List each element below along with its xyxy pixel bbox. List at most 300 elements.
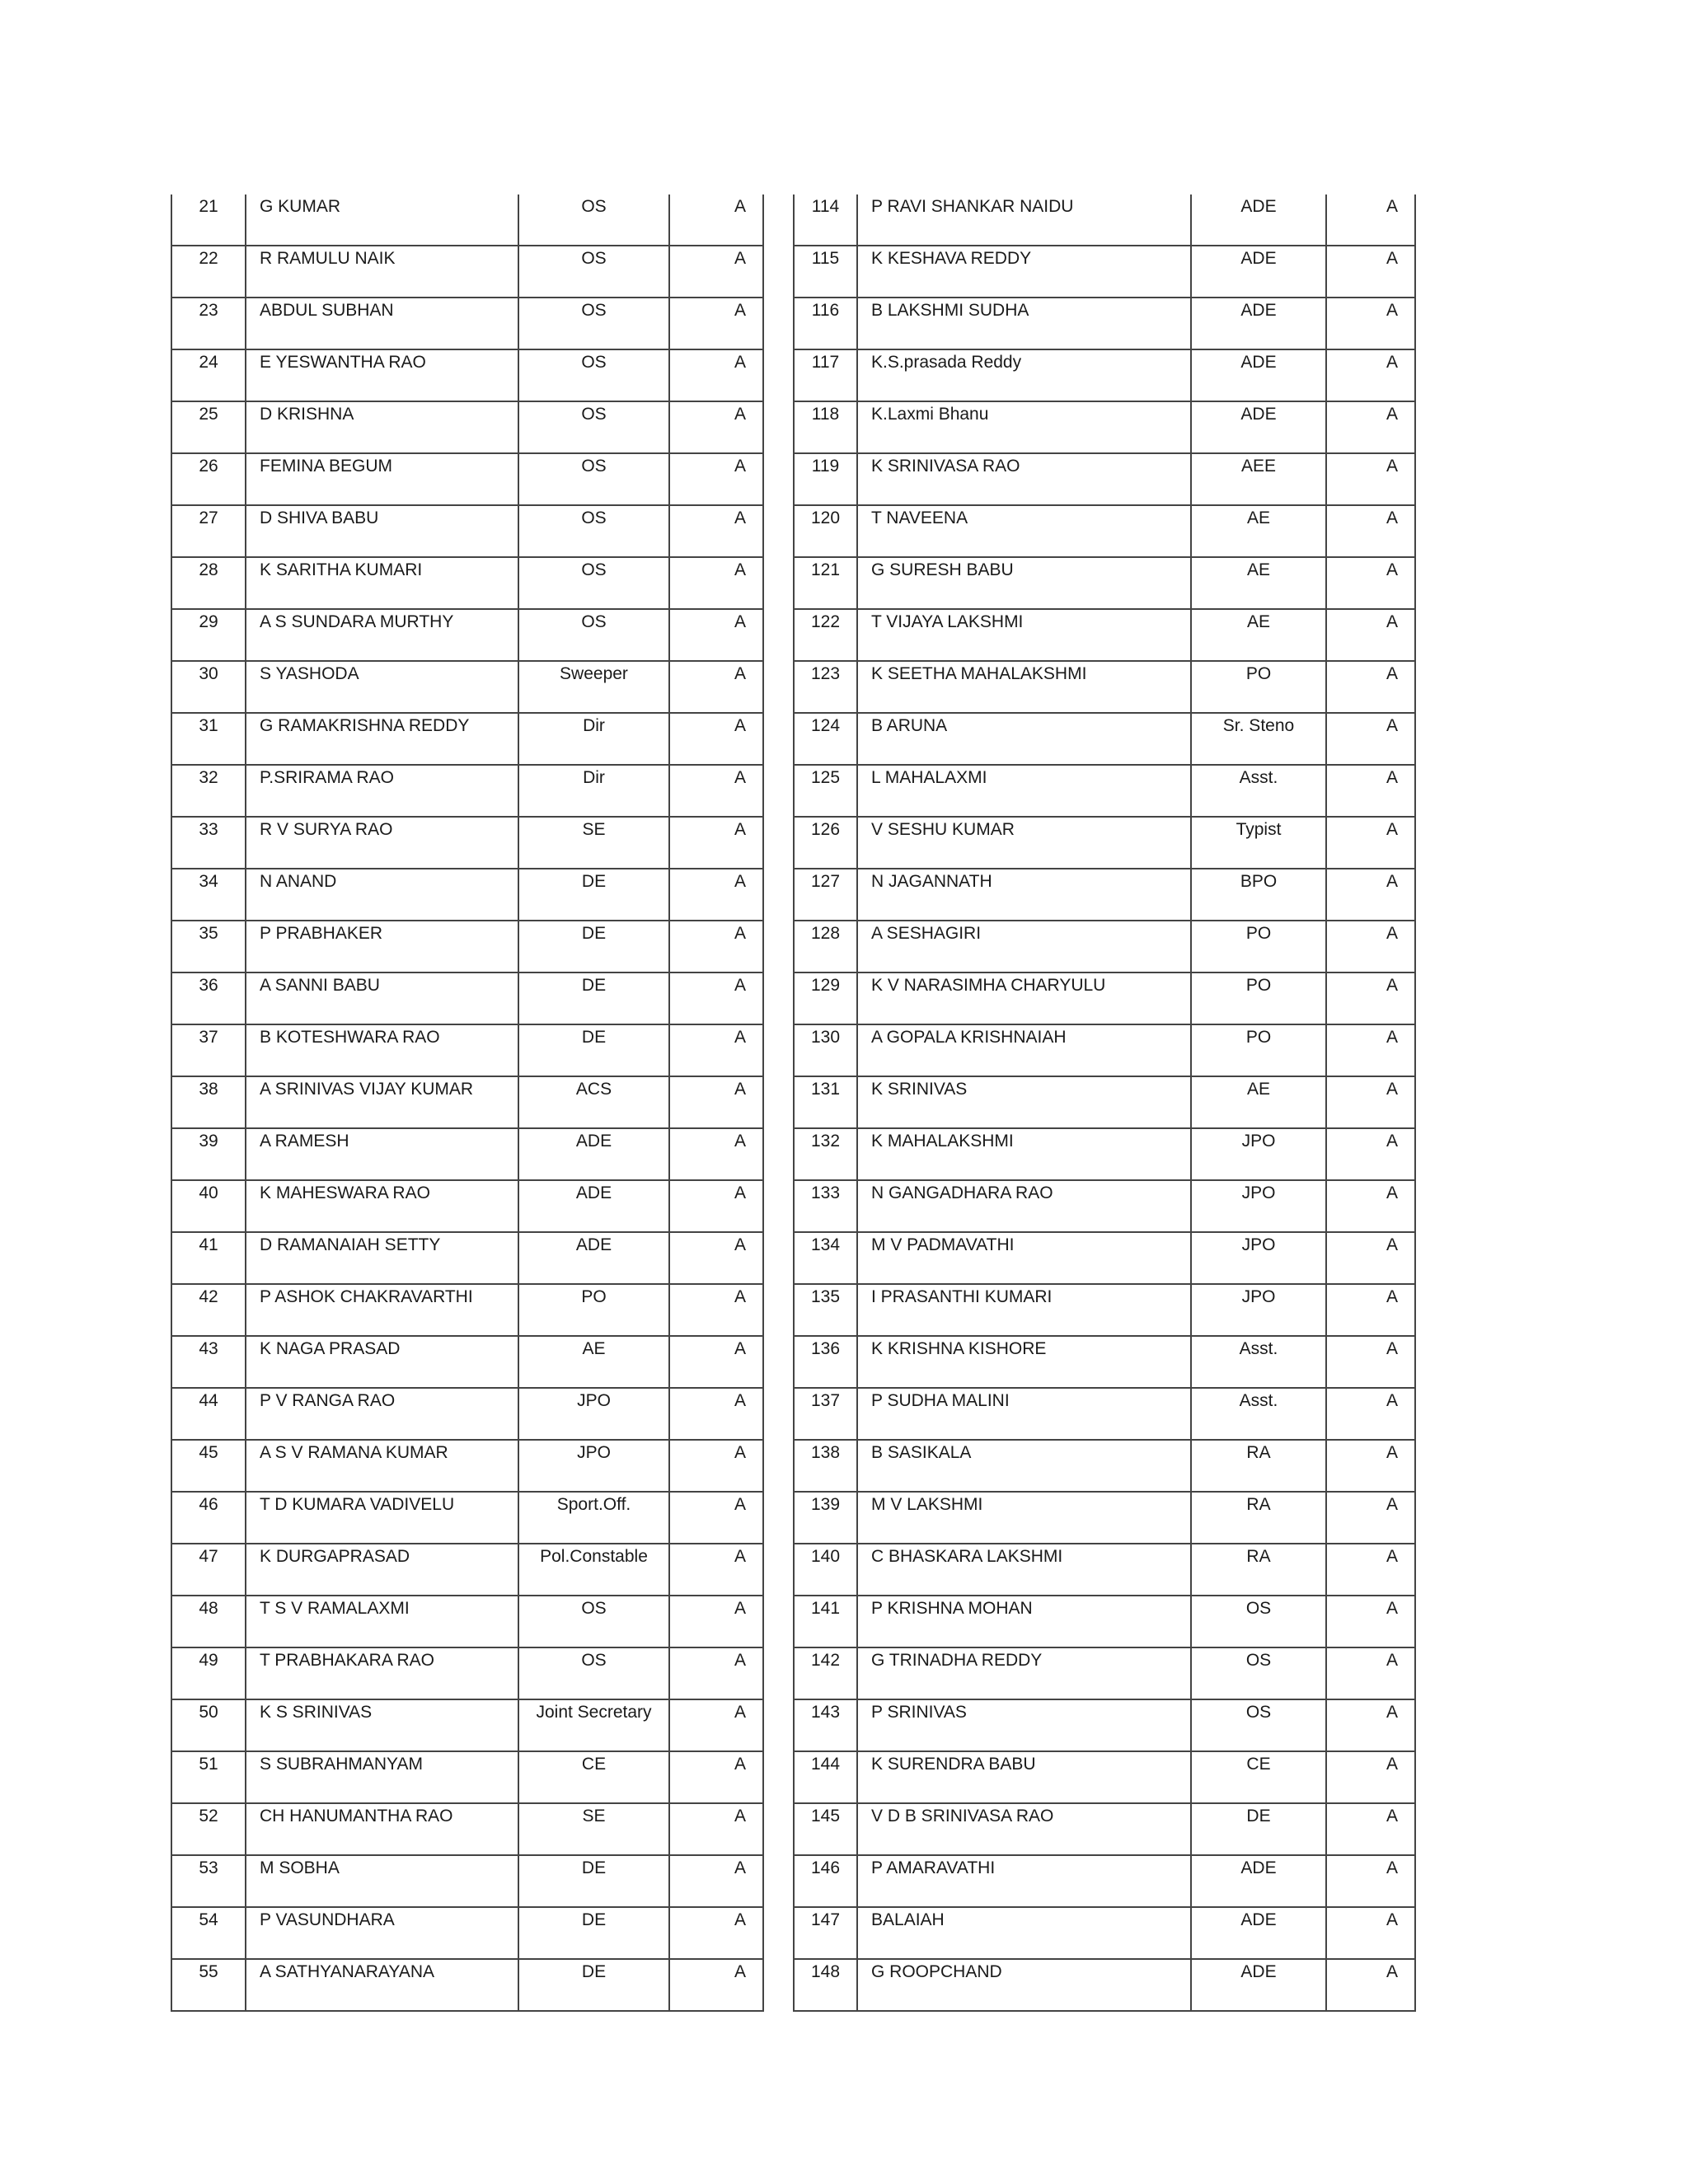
serial-number-text: 39 bbox=[199, 1132, 218, 1151]
status-cell bbox=[1326, 1024, 1415, 1076]
status-cell bbox=[669, 1180, 763, 1232]
status-text: A bbox=[734, 509, 746, 527]
status-text: A bbox=[1386, 1858, 1398, 1877]
designation-cell bbox=[1191, 1544, 1326, 1596]
status-cell bbox=[669, 1803, 763, 1855]
status-text: A bbox=[1386, 1651, 1398, 1670]
serial-number-cell bbox=[171, 1855, 246, 1907]
serial-number-text: 124 bbox=[810, 716, 841, 735]
designation-cell bbox=[518, 972, 669, 1024]
designation-cell bbox=[1191, 246, 1326, 298]
status-text: A bbox=[1386, 1599, 1398, 1618]
employee-name-text: B ARUNA bbox=[871, 716, 948, 735]
table-row bbox=[171, 817, 763, 869]
employee-name-text: S SUBRAHMANYAM bbox=[260, 1755, 423, 1774]
designation-text: DE bbox=[581, 976, 607, 995]
employee-name-cell bbox=[857, 349, 1191, 401]
designation-text: ADE bbox=[575, 1183, 612, 1202]
table-row bbox=[171, 1232, 763, 1284]
status-cell bbox=[1326, 869, 1415, 921]
serial-number-cell bbox=[171, 713, 246, 765]
employee-name-cell bbox=[246, 921, 518, 972]
serial-number-text: 120 bbox=[810, 509, 841, 527]
employee-name-text: E YESWANTHA RAO bbox=[260, 353, 426, 372]
table-row bbox=[794, 1596, 1415, 1647]
serial-number-cell bbox=[794, 1336, 857, 1388]
status-text: A bbox=[734, 405, 746, 424]
table-row bbox=[794, 972, 1415, 1024]
employee-name-text: K.Laxmi Bhanu bbox=[871, 405, 989, 424]
serial-number-text: 147 bbox=[810, 1910, 841, 1929]
employee-name-text: B LAKSHMI SUDHA bbox=[871, 301, 1029, 320]
employee-name-cell bbox=[246, 1076, 518, 1128]
serial-number-cell bbox=[171, 1647, 246, 1699]
status-text: A bbox=[734, 197, 746, 216]
employee-name-text: B SASIKALA bbox=[871, 1443, 972, 1462]
employee-name-cell bbox=[857, 505, 1191, 557]
serial-number-text: 36 bbox=[199, 976, 218, 995]
designation-text: RA bbox=[1246, 1443, 1271, 1462]
designation-text: OS bbox=[581, 301, 607, 320]
table-row bbox=[171, 1959, 763, 2011]
designation-text: DE bbox=[1246, 1807, 1271, 1825]
serial-number-text: 50 bbox=[199, 1703, 218, 1722]
status-text: A bbox=[734, 1962, 746, 1981]
status-cell bbox=[669, 1855, 763, 1907]
designation-cell bbox=[1191, 921, 1326, 972]
table-row bbox=[171, 1596, 763, 1647]
serial-number-cell bbox=[171, 1128, 246, 1180]
designation-cell bbox=[518, 1024, 669, 1076]
serial-number-text: 30 bbox=[199, 664, 218, 683]
designation-text: Asst. bbox=[1239, 1391, 1278, 1410]
designation-text: ADE bbox=[1240, 1858, 1277, 1877]
employee-name-cell bbox=[857, 1855, 1191, 1907]
status-text: A bbox=[734, 1339, 746, 1358]
employee-name-cell bbox=[857, 1544, 1191, 1596]
employee-name-text: S YASHODA bbox=[260, 664, 359, 683]
serial-number-cell bbox=[794, 972, 857, 1024]
status-cell bbox=[669, 1440, 763, 1492]
employee-name-text: N GANGADHARA RAO bbox=[871, 1183, 1053, 1202]
serial-number-cell bbox=[171, 1907, 246, 1959]
designation-cell bbox=[1191, 505, 1326, 557]
employee-name-cell bbox=[857, 1596, 1191, 1647]
employee-name-cell bbox=[246, 713, 518, 765]
designation-text: JPO bbox=[1241, 1132, 1276, 1151]
serial-number-text: 128 bbox=[810, 924, 841, 943]
designation-cell bbox=[1191, 1128, 1326, 1180]
serial-number-text: 35 bbox=[199, 924, 218, 943]
employee-name-text: M SOBHA bbox=[260, 1858, 340, 1877]
employee-name-text: K MAHALAKSHMI bbox=[871, 1132, 1014, 1151]
status-text: A bbox=[1386, 1962, 1398, 1981]
employee-name-text: D KRISHNA bbox=[260, 405, 354, 424]
employee-name-text: R V SURYA RAO bbox=[260, 820, 393, 839]
status-cell bbox=[669, 765, 763, 817]
employee-name-cell bbox=[246, 557, 518, 609]
status-text: A bbox=[734, 1703, 746, 1722]
serial-number-text: 51 bbox=[199, 1755, 218, 1774]
status-cell bbox=[669, 1336, 763, 1388]
status-cell bbox=[669, 1128, 763, 1180]
status-text: A bbox=[1386, 197, 1398, 216]
designation-text: PO bbox=[581, 1287, 607, 1306]
employee-name-text: FEMINA BEGUM bbox=[260, 457, 393, 476]
status-text: A bbox=[1386, 1755, 1398, 1774]
designation-cell bbox=[518, 246, 669, 298]
designation-text: ADE bbox=[1240, 197, 1277, 216]
status-cell bbox=[669, 1959, 763, 2011]
table-row bbox=[171, 1440, 763, 1492]
designation-text: DE bbox=[581, 924, 607, 943]
designation-cell bbox=[518, 1596, 669, 1647]
designation-text: CE bbox=[581, 1755, 607, 1774]
status-text: A bbox=[1386, 1339, 1398, 1358]
employee-name-cell bbox=[246, 194, 518, 246]
table-row bbox=[794, 1076, 1415, 1128]
serial-number-text: 49 bbox=[199, 1651, 218, 1670]
employee-name-text: A S SUNDARA MURTHY bbox=[260, 612, 454, 631]
serial-number-text: 122 bbox=[810, 612, 841, 631]
employee-name-cell bbox=[246, 1803, 518, 1855]
employee-name-cell bbox=[246, 1907, 518, 1959]
employee-name-cell bbox=[857, 1803, 1191, 1855]
table-row bbox=[794, 1699, 1415, 1751]
serial-number-text: 54 bbox=[199, 1910, 218, 1929]
employee-name-text: D RAMANAIAH SETTY bbox=[260, 1235, 441, 1254]
designation-text: OS bbox=[581, 1651, 607, 1670]
serial-number-cell bbox=[171, 609, 246, 661]
employee-name-text: P PRABHAKER bbox=[260, 924, 382, 943]
employee-name-cell bbox=[246, 1128, 518, 1180]
status-text: A bbox=[734, 1599, 746, 1618]
status-text: A bbox=[1386, 353, 1398, 372]
status-cell bbox=[1326, 817, 1415, 869]
designation-text: JPO bbox=[1241, 1183, 1276, 1202]
employee-name-cell bbox=[857, 661, 1191, 713]
designation-cell bbox=[518, 557, 669, 609]
status-text: A bbox=[734, 664, 746, 683]
table-row bbox=[794, 298, 1415, 349]
table-row bbox=[171, 1751, 763, 1803]
serial-number-cell bbox=[794, 1855, 857, 1907]
designation-cell bbox=[1191, 1803, 1326, 1855]
status-text: A bbox=[1386, 560, 1398, 579]
designation-cell bbox=[518, 1440, 669, 1492]
designation-text: Asst. bbox=[1239, 768, 1278, 787]
status-text: A bbox=[734, 1443, 746, 1462]
table-row bbox=[794, 1128, 1415, 1180]
table-row bbox=[794, 505, 1415, 557]
status-text: A bbox=[734, 1547, 746, 1566]
designation-text: AE bbox=[582, 1339, 606, 1358]
designation-text: RA bbox=[1246, 1547, 1271, 1566]
status-cell bbox=[669, 1907, 763, 1959]
serial-number-text: 123 bbox=[810, 664, 841, 683]
employee-name-text: K KESHAVA REDDY bbox=[871, 249, 1032, 268]
designation-cell bbox=[518, 1128, 669, 1180]
employee-name-cell bbox=[857, 817, 1191, 869]
serial-number-cell bbox=[794, 505, 857, 557]
designation-text: Sr. Steno bbox=[1222, 716, 1295, 735]
serial-number-cell bbox=[794, 1803, 857, 1855]
employee-name-text: G RAMAKRISHNA REDDY bbox=[260, 716, 470, 735]
designation-cell bbox=[518, 1647, 669, 1699]
status-text: A bbox=[1386, 612, 1398, 631]
status-cell bbox=[669, 1492, 763, 1544]
designation-cell bbox=[518, 401, 669, 453]
status-text: A bbox=[734, 924, 746, 943]
serial-number-cell bbox=[171, 1336, 246, 1388]
designation-text: Joint Secretary bbox=[536, 1703, 652, 1722]
status-text: A bbox=[734, 976, 746, 995]
employee-name-text: K MAHESWARA RAO bbox=[260, 1183, 430, 1202]
status-text: A bbox=[734, 1858, 746, 1877]
employee-name-text: T VIJAYA LAKSHMI bbox=[871, 612, 1024, 631]
status-text: A bbox=[1386, 1028, 1398, 1047]
employee-name-cell bbox=[857, 194, 1191, 246]
status-cell bbox=[1326, 661, 1415, 713]
employee-name-cell bbox=[857, 557, 1191, 609]
employee-name-cell bbox=[857, 765, 1191, 817]
table-row bbox=[171, 1076, 763, 1128]
status-text: A bbox=[1386, 924, 1398, 943]
serial-number-text: 131 bbox=[810, 1080, 841, 1099]
serial-number-cell bbox=[794, 246, 857, 298]
employee-name-cell bbox=[857, 1284, 1191, 1336]
designation-cell bbox=[1191, 349, 1326, 401]
status-cell bbox=[1326, 1128, 1415, 1180]
table-row bbox=[794, 609, 1415, 661]
designation-cell bbox=[1191, 661, 1326, 713]
designation-cell bbox=[518, 349, 669, 401]
serial-number-cell bbox=[171, 505, 246, 557]
status-text: A bbox=[1386, 457, 1398, 476]
designation-text: OS bbox=[1245, 1703, 1272, 1722]
table-row bbox=[794, 1907, 1415, 1959]
serial-number-text: 118 bbox=[811, 405, 840, 424]
serial-number-text: 31 bbox=[199, 716, 218, 735]
designation-text: ADE bbox=[575, 1132, 612, 1151]
employee-name-text: N ANAND bbox=[260, 872, 337, 891]
status-cell bbox=[1326, 1907, 1415, 1959]
serial-number-text: 22 bbox=[199, 249, 218, 268]
designation-cell bbox=[1191, 557, 1326, 609]
designation-text: ACS bbox=[575, 1080, 612, 1099]
designation-cell bbox=[1191, 1076, 1326, 1128]
serial-number-cell bbox=[171, 1440, 246, 1492]
status-cell bbox=[669, 1388, 763, 1440]
table-row bbox=[794, 1855, 1415, 1907]
status-text: A bbox=[1386, 1495, 1398, 1514]
serial-number-text: 137 bbox=[810, 1391, 841, 1410]
employee-name-cell bbox=[246, 869, 518, 921]
serial-number-text: 26 bbox=[199, 457, 218, 476]
employee-name-text: K SARITHA KUMARI bbox=[260, 560, 423, 579]
employee-name-text: P.SRIRAMA RAO bbox=[260, 768, 394, 787]
status-cell bbox=[669, 609, 763, 661]
status-cell bbox=[1326, 1699, 1415, 1751]
table-row bbox=[171, 1284, 763, 1336]
employee-name-text: M V LAKSHMI bbox=[871, 1495, 983, 1514]
employee-name-text: R RAMULU NAIK bbox=[260, 249, 396, 268]
employee-name-cell bbox=[857, 921, 1191, 972]
serial-number-text: 45 bbox=[199, 1443, 218, 1462]
designation-cell bbox=[1191, 609, 1326, 661]
employee-name-cell bbox=[246, 1699, 518, 1751]
serial-number-text: 143 bbox=[810, 1703, 841, 1722]
serial-number-cell bbox=[794, 1544, 857, 1596]
serial-number-cell bbox=[794, 921, 857, 972]
status-text: A bbox=[1386, 820, 1398, 839]
employee-name-text: V D B SRINIVASA RAO bbox=[871, 1807, 1054, 1825]
serial-number-text: 27 bbox=[199, 509, 218, 527]
employee-name-text: K SURENDRA BABU bbox=[871, 1755, 1036, 1774]
designation-cell bbox=[1191, 1336, 1326, 1388]
status-text: A bbox=[1386, 664, 1398, 683]
employee-name-cell bbox=[246, 972, 518, 1024]
employee-name-text: N JAGANNATH bbox=[871, 872, 992, 891]
designation-text: PO bbox=[1245, 976, 1272, 995]
employee-name-text: P V RANGA RAO bbox=[260, 1391, 396, 1410]
table-row bbox=[171, 1907, 763, 1959]
table-row bbox=[794, 453, 1415, 505]
designation-text: JPO bbox=[577, 1443, 611, 1462]
designation-text: DE bbox=[581, 1962, 607, 1981]
status-cell bbox=[1326, 1596, 1415, 1647]
designation-cell bbox=[518, 1699, 669, 1751]
table-row bbox=[794, 349, 1415, 401]
serial-number-text: 33 bbox=[199, 820, 218, 839]
status-cell bbox=[1326, 609, 1415, 661]
table-row bbox=[794, 246, 1415, 298]
serial-number-text: 38 bbox=[199, 1080, 218, 1099]
status-text: A bbox=[734, 1028, 746, 1047]
employee-name-text: P ASHOK CHAKRAVARTHI bbox=[260, 1287, 473, 1306]
status-cell bbox=[1326, 246, 1415, 298]
table-row bbox=[171, 1855, 763, 1907]
serial-number-cell bbox=[171, 1232, 246, 1284]
serial-number-cell bbox=[171, 1803, 246, 1855]
designation-cell bbox=[1191, 817, 1326, 869]
status-cell bbox=[1326, 713, 1415, 765]
serial-number-cell bbox=[171, 194, 246, 246]
employee-name-text: T D KUMARA VADIVELU bbox=[260, 1495, 455, 1514]
employee-name-text: P KRISHNA MOHAN bbox=[871, 1599, 1033, 1618]
status-text: A bbox=[1386, 976, 1398, 995]
employee-name-text: P RAVI SHANKAR NAIDU bbox=[871, 197, 1074, 216]
employee-name-cell bbox=[857, 1076, 1191, 1128]
attendance-table-left bbox=[171, 194, 764, 2012]
serial-number-text: 148 bbox=[810, 1962, 841, 1981]
employee-name-cell bbox=[857, 1336, 1191, 1388]
employee-name-text: K.S.prasada Reddy bbox=[871, 353, 1022, 372]
serial-number-text: 47 bbox=[199, 1547, 218, 1566]
employee-name-text: K KRISHNA KISHORE bbox=[871, 1339, 1047, 1358]
status-text: A bbox=[734, 612, 746, 631]
designation-text: Dir bbox=[583, 768, 605, 787]
serial-number-cell bbox=[794, 1647, 857, 1699]
employee-name-text: A RAMESH bbox=[260, 1132, 349, 1151]
employee-name-cell bbox=[857, 246, 1191, 298]
employee-name-cell bbox=[246, 1751, 518, 1803]
status-cell bbox=[669, 1647, 763, 1699]
status-text: A bbox=[734, 1183, 746, 1202]
employee-name-text: P VASUNDHARA bbox=[260, 1910, 395, 1929]
status-text: A bbox=[734, 872, 746, 891]
serial-number-text: 25 bbox=[199, 405, 218, 424]
serial-number-text: 23 bbox=[199, 301, 218, 320]
serial-number-cell bbox=[171, 401, 246, 453]
status-cell bbox=[669, 246, 763, 298]
employee-name-cell bbox=[246, 661, 518, 713]
table-row bbox=[171, 401, 763, 453]
employee-name-cell bbox=[246, 505, 518, 557]
status-text: A bbox=[1386, 509, 1398, 527]
employee-name-text: K NAGA PRASAD bbox=[260, 1339, 401, 1358]
employee-name-cell bbox=[246, 1596, 518, 1647]
serial-number-cell bbox=[794, 869, 857, 921]
employee-name-cell bbox=[246, 1492, 518, 1544]
designation-text: OS bbox=[581, 1599, 607, 1618]
status-cell bbox=[1326, 1388, 1415, 1440]
designation-cell bbox=[518, 194, 669, 246]
serial-number-text: 140 bbox=[810, 1547, 841, 1566]
designation-cell bbox=[518, 1751, 669, 1803]
designation-text: Typist bbox=[1236, 820, 1282, 839]
table-row bbox=[171, 1180, 763, 1232]
status-text: A bbox=[734, 1132, 746, 1151]
status-text: A bbox=[734, 716, 746, 735]
employee-name-cell bbox=[857, 453, 1191, 505]
designation-cell bbox=[518, 1180, 669, 1232]
serial-number-text: 146 bbox=[810, 1858, 841, 1877]
status-cell bbox=[1326, 349, 1415, 401]
status-text: A bbox=[734, 1235, 746, 1254]
table-row bbox=[794, 1959, 1415, 2011]
table-row bbox=[794, 557, 1415, 609]
employee-name-text: G SURESH BABU bbox=[871, 560, 1014, 579]
employee-name-cell bbox=[857, 869, 1191, 921]
employee-name-cell bbox=[857, 1492, 1191, 1544]
table-row bbox=[171, 921, 763, 972]
designation-text: OS bbox=[581, 509, 607, 527]
serial-number-text: 125 bbox=[810, 768, 841, 787]
employee-name-cell bbox=[857, 713, 1191, 765]
employee-name-cell bbox=[246, 349, 518, 401]
employee-name-text: G TRINADHA REDDY bbox=[871, 1651, 1043, 1670]
status-text: A bbox=[1386, 249, 1398, 268]
status-text: A bbox=[1386, 1235, 1398, 1254]
employee-name-text: M V PADMAVATHI bbox=[871, 1235, 1015, 1254]
designation-cell bbox=[1191, 1492, 1326, 1544]
designation-cell bbox=[518, 1076, 669, 1128]
serial-number-cell bbox=[171, 1596, 246, 1647]
table-row bbox=[171, 1128, 763, 1180]
designation-cell bbox=[1191, 972, 1326, 1024]
designation-cell bbox=[518, 1907, 669, 1959]
designation-cell bbox=[518, 1492, 669, 1544]
employee-name-cell bbox=[857, 1024, 1191, 1076]
status-cell bbox=[1326, 298, 1415, 349]
employee-name-cell bbox=[246, 1440, 518, 1492]
employee-name-text: K DURGAPRASAD bbox=[260, 1547, 410, 1566]
serial-number-text: 21 bbox=[199, 197, 218, 216]
serial-number-cell bbox=[171, 1180, 246, 1232]
serial-number-cell bbox=[794, 1959, 857, 2011]
serial-number-cell bbox=[794, 298, 857, 349]
